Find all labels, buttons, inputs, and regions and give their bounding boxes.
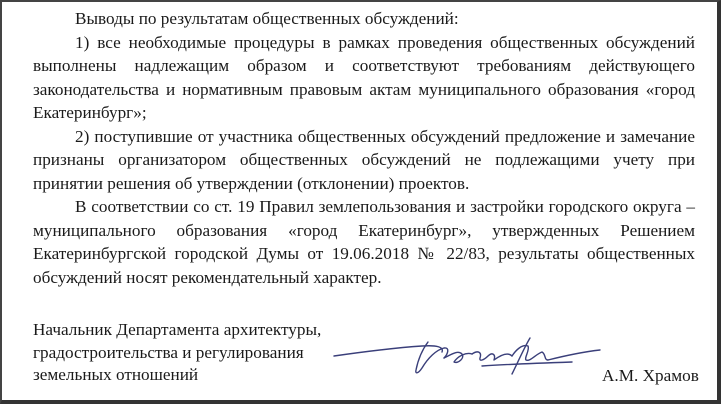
document-body [33,7,695,289]
legal-basis-paragraph: В соответствии со ст. 19 Правил землепользования и застройки городского округа – муниципального образования «город Екатеринбург», утвержденных Решением Екатеринбургской городской Думы от 19.06.2018 № 22/83, результаты общественных обсуждений носят рекомендательный характер. [33,197,695,287]
conclusion-paragraph-1: 1) все необходимые процедуры в рамках проведения общественных обсуждений выполнены надлежащим образом и соответствуют требованиям действующего законодательства и нормативным правовым актам муниципального образования «город Екатеринбург»; [33,32,695,122]
position-line-2: градостроительства и регулирования [33,342,304,362]
position-line-1: Начальник Департамента архитектуры, [33,320,322,339]
handwritten-signature-icon [332,330,602,380]
position-line-3: земельных отношений [33,365,199,384]
conclusion-paragraph-2: 2) поступившие от участника общественных обсуждений предложение и замечание признаны организатором общественных обсуждений не подлежащими учету при принятии решения об утверждении (отклонении) проектов. [33,126,695,193]
conclusions-heading: Выводы по результатам общественных обсуждений: [75,9,459,28]
signatory-position [33,319,363,387]
signer-name: А.М. Храмов [602,366,699,385]
